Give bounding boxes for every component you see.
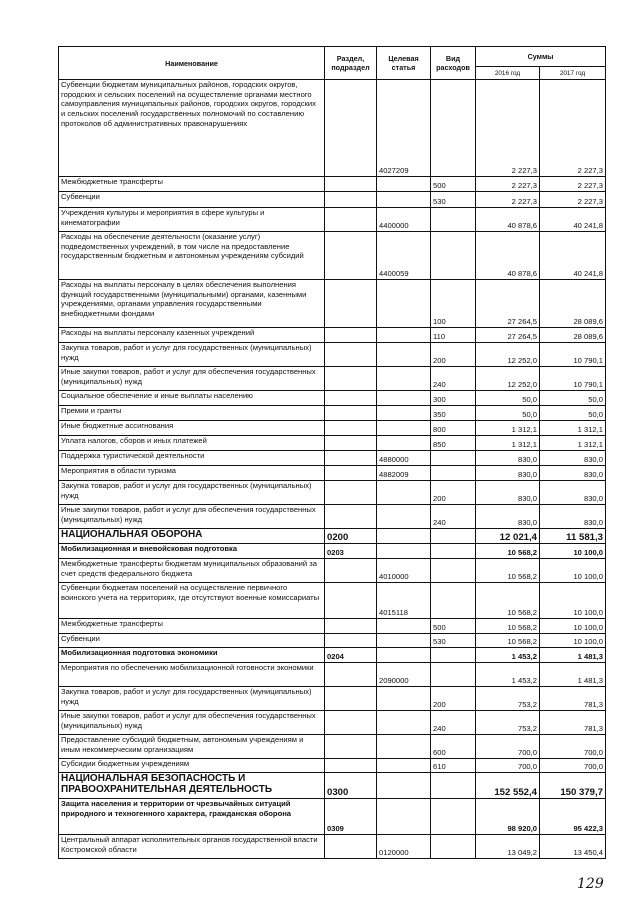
row-type [431,80,476,177]
row-name: Расходы на обеспечение деятельности (оказание услуг) подведомственных учреждений, в том числе на предоставление государственным бюджетным и автономным учреждениям субсидий [59,232,325,280]
row-value-2016: 10 568,2 [476,583,540,619]
row-value-2017: 781,3 [540,711,606,735]
row-target [377,177,431,192]
row-type: 350 [431,406,476,421]
row-target [377,799,431,835]
row-section [325,451,377,466]
row-type [431,799,476,835]
table-row [59,421,606,436]
row-target [377,773,431,799]
row-value-2017: 50,0 [540,406,606,421]
row-type: 240 [431,505,476,529]
row-value-2016: 2 227,3 [476,192,540,208]
row-section [325,232,377,280]
table-row [59,529,606,544]
row-section [325,328,377,343]
row-section: 0309 [325,799,377,835]
row-section [325,466,377,481]
row-value-2016: 10 568,2 [476,634,540,648]
row-section [325,481,377,505]
row-value-2016: 753,2 [476,687,540,711]
table-row [59,648,606,663]
row-value-2016: 753,2 [476,711,540,735]
row-target [377,648,431,663]
row-value-2017: 28 089,6 [540,280,606,328]
row-section [325,436,377,451]
row-name: НАЦИОНАЛЬНАЯ ОБОРОНА [59,529,325,544]
row-name: Субсидии бюджетным учреждениям [59,759,325,773]
row-value-2016: 700,0 [476,735,540,759]
row-value-2017: 781,3 [540,687,606,711]
row-target [377,280,431,328]
row-type: 800 [431,421,476,436]
row-target: 4010000 [377,559,431,583]
row-value-2017: 1 481,3 [540,663,606,687]
row-value-2017: 10 100,0 [540,619,606,634]
row-type [431,208,476,232]
table-row [59,451,606,466]
row-type [431,451,476,466]
row-value-2016: 830,0 [476,466,540,481]
row-value-2016: 27 264,5 [476,280,540,328]
row-section [325,406,377,421]
table-row [59,799,606,835]
row-target: 4882009 [377,466,431,481]
row-value-2016: 1 312,1 [476,436,540,451]
table-row [59,280,606,328]
row-value-2017: 11 581,3 [540,529,606,544]
row-section [325,208,377,232]
row-name: Субвенции бюджетам муниципальных районов, городских округов, городских и сельских поселений на осуществление органами местного самоуправления муниципальных районов, городских округов, городских и сельских поселений государственных полномочий по составлению протоколов об административных правонарушениях [59,80,325,177]
row-type: 200 [431,481,476,505]
row-target [377,735,431,759]
row-type: 850 [431,436,476,451]
row-target: 4027209 [377,80,431,177]
row-type [431,773,476,799]
row-section [325,759,377,773]
table-row [59,232,606,280]
row-value-2016: 12 252,0 [476,343,540,367]
header-section: Раздел, подраздел [325,47,377,80]
table-row [59,687,606,711]
row-section [325,280,377,328]
table-row [59,773,606,799]
row-name: Мероприятия в области туризма [59,466,325,481]
row-name: Иные закупки товаров, работ и услуг для обеспечения государственных (муниципальных) нужд [59,367,325,391]
table-row [59,436,606,451]
row-type [431,835,476,859]
row-value-2016: 152 552,4 [476,773,540,799]
row-section [325,505,377,529]
row-value-2016: 50,0 [476,406,540,421]
row-value-2017: 150 379,7 [540,773,606,799]
row-target [377,711,431,735]
row-target [377,529,431,544]
row-section [325,367,377,391]
row-value-2016: 40 878,6 [476,208,540,232]
row-value-2016: 40 878,6 [476,232,540,280]
table-row [59,406,606,421]
row-section [325,735,377,759]
row-section [325,619,377,634]
row-value-2016: 830,0 [476,505,540,529]
row-value-2017: 10 100,0 [540,583,606,619]
table-row [59,735,606,759]
row-value-2016: 10 568,2 [476,559,540,583]
row-target [377,436,431,451]
table-row [59,80,606,177]
row-name: Расходы на выплаты персоналу в целях обеспечения выполнения функций государственными (муниципальными) органами, казенными учреждениями, органами управления государственными внебюджетными фондами [59,280,325,328]
table-row [59,391,606,406]
row-name: Субвенции [59,634,325,648]
row-value-2017: 40 241,8 [540,208,606,232]
row-name: Учреждения культуры и мероприятия в сфере культуры и кинематографии [59,208,325,232]
row-type: 500 [431,619,476,634]
row-value-2016: 700,0 [476,759,540,773]
table-row [59,711,606,735]
row-target [377,759,431,773]
row-value-2017: 700,0 [540,759,606,773]
row-value-2016: 12 252,0 [476,367,540,391]
row-value-2017: 10 100,0 [540,559,606,583]
row-value-2017: 10 790,1 [540,367,606,391]
row-name: Закупка товаров, работ и услуг для государственных (муниципальных) нужд [59,481,325,505]
row-target: 2090000 [377,663,431,687]
row-type: 240 [431,367,476,391]
table-row [59,192,606,208]
row-section [325,711,377,735]
table-body [59,80,606,859]
row-value-2017: 10 100,0 [540,544,606,559]
row-section [325,421,377,436]
row-value-2016: 830,0 [476,451,540,466]
row-target [377,343,431,367]
header-sums: Суммы [476,47,606,67]
row-name: Центральный аппарат исполнительных органов государственной власти Костромской области [59,835,325,859]
row-name: Предоставление субсидий бюджетным, автономным учреждениям и иным некоммерческим организациям [59,735,325,759]
row-value-2016: 1 453,2 [476,648,540,663]
row-name: Субвенции бюджетам поселений на осуществление первичного воинского учета на территориях, где отсутствуют военные комиссариаты [59,583,325,619]
row-type [431,583,476,619]
row-value-2016: 10 568,2 [476,619,540,634]
row-value-2017: 700,0 [540,735,606,759]
row-value-2017: 2 227,3 [540,192,606,208]
row-name: Закупка товаров, работ и услуг для государственных (муниципальных) нужд [59,687,325,711]
row-section: 0200 [325,529,377,544]
header-year-2017: 2017 год [540,67,606,80]
header-year-2016: 2016 год [476,67,540,80]
row-section [325,391,377,406]
row-value-2016: 13 049,2 [476,835,540,859]
row-target [377,192,431,208]
row-type: 240 [431,711,476,735]
table-row [59,367,606,391]
row-value-2016: 10 568,2 [476,544,540,559]
row-value-2017: 1 312,1 [540,421,606,436]
row-value-2017: 830,0 [540,466,606,481]
row-value-2017: 95 422,3 [540,799,606,835]
row-value-2016: 12 021,4 [476,529,540,544]
row-name: Социальное обеспечение и иные выплаты населению [59,391,325,406]
table-row [59,759,606,773]
row-section [325,663,377,687]
row-value-2016: 830,0 [476,481,540,505]
row-target [377,391,431,406]
row-type [431,529,476,544]
table-row [59,177,606,192]
row-type [431,544,476,559]
row-value-2017: 830,0 [540,451,606,466]
row-value-2017: 830,0 [540,505,606,529]
row-target: 4880000 [377,451,431,466]
row-target [377,619,431,634]
row-target [377,328,431,343]
row-name: Уплата налогов, сборов и иных платежей [59,436,325,451]
row-type: 600 [431,735,476,759]
row-target [377,544,431,559]
row-type [431,232,476,280]
row-value-2016: 1 453,2 [476,663,540,687]
row-target: 0120000 [377,835,431,859]
row-value-2017: 2 227,3 [540,177,606,192]
header-type: Вид расходов [431,47,476,80]
table-row [59,835,606,859]
table-row [59,328,606,343]
row-name: Закупка товаров, работ и услуг для государственных (муниципальных) нужд [59,343,325,367]
row-type [431,663,476,687]
table-row [59,481,606,505]
table-row [59,544,606,559]
row-type: 610 [431,759,476,773]
row-target [377,481,431,505]
row-name: Защита населения и территории от чрезвычайных ситуаций природного и техногенного характера, гражданская оборона [59,799,325,835]
row-value-2017: 10 100,0 [540,634,606,648]
row-target: 4015118 [377,583,431,619]
page-number: 129 [577,876,604,892]
row-type: 200 [431,343,476,367]
table-row [59,583,606,619]
table-row [59,466,606,481]
row-target [377,634,431,648]
row-value-2016: 98 920,0 [476,799,540,835]
row-name: Расходы на выплаты персоналу казенных учреждений [59,328,325,343]
header-target: Целевая статья [377,47,431,80]
row-name: Мероприятия по обеспечению мобилизационной готовности экономики [59,663,325,687]
row-name: Межбюджетные трансферты бюджетам муниципальных образований за счет средств федерального бюджета [59,559,325,583]
table-row [59,505,606,529]
row-section [325,559,377,583]
row-target [377,505,431,529]
row-section: 0203 [325,544,377,559]
row-value-2017: 830,0 [540,481,606,505]
row-name: Поддержка туристической деятельности [59,451,325,466]
table-row [59,208,606,232]
row-target: 4400059 [377,232,431,280]
row-section [325,177,377,192]
row-value-2017: 50,0 [540,391,606,406]
row-name: Межбюджетные трансферты [59,619,325,634]
row-name: Премии и гранты [59,406,325,421]
row-section: 0204 [325,648,377,663]
row-name: Мобилизационная и вневойсковая подготовка [59,544,325,559]
row-value-2016: 2 227,3 [476,80,540,177]
row-target [377,406,431,421]
row-value-2016: 2 227,3 [476,177,540,192]
row-type: 530 [431,634,476,648]
row-name: Межбюджетные трансферты [59,177,325,192]
row-type [431,466,476,481]
row-value-2017: 40 241,8 [540,232,606,280]
row-target [377,687,431,711]
row-type: 200 [431,687,476,711]
budget-table [58,46,606,859]
row-type: 300 [431,391,476,406]
row-value-2016: 1 312,1 [476,421,540,436]
row-value-2016: 27 264,5 [476,328,540,343]
row-name: Субвенции [59,192,325,208]
row-name: Мобилизационная подготовка экономики [59,648,325,663]
row-value-2017: 1 481,3 [540,648,606,663]
row-target [377,421,431,436]
row-value-2017: 1 312,1 [540,436,606,451]
row-section [325,687,377,711]
row-type: 530 [431,192,476,208]
table-row [59,663,606,687]
table-row [59,619,606,634]
header-name: Наименование [59,47,325,80]
table-row [59,634,606,648]
row-name: Иные закупки товаров, работ и услуг для обеспечения государственных (муниципальных) нужд [59,505,325,529]
row-target: 4400000 [377,208,431,232]
row-value-2017: 13 450,4 [540,835,606,859]
row-type: 500 [431,177,476,192]
row-section [325,80,377,177]
row-value-2017: 28 089,6 [540,328,606,343]
row-name: Иные бюджетные ассигнования [59,421,325,436]
table-row [59,343,606,367]
row-type: 100 [431,280,476,328]
row-section [325,835,377,859]
row-value-2017: 10 790,1 [540,343,606,367]
row-name: Иные закупки товаров, работ и услуг для обеспечения государственных (муниципальных) нужд [59,711,325,735]
row-value-2016: 50,0 [476,391,540,406]
row-section [325,343,377,367]
row-type: 110 [431,328,476,343]
row-section [325,192,377,208]
row-type [431,648,476,663]
row-section [325,583,377,619]
row-name: НАЦИОНАЛЬНАЯ БЕЗОПАСНОСТЬ И ПРАВООХРАНИТЕЛЬНАЯ ДЕЯТЕЛЬНОСТЬ [59,773,325,799]
row-section: 0300 [325,773,377,799]
table-header [59,47,606,80]
row-type [431,559,476,583]
row-value-2017: 2 227,3 [540,80,606,177]
row-section [325,634,377,648]
row-target [377,367,431,391]
table-row [59,559,606,583]
